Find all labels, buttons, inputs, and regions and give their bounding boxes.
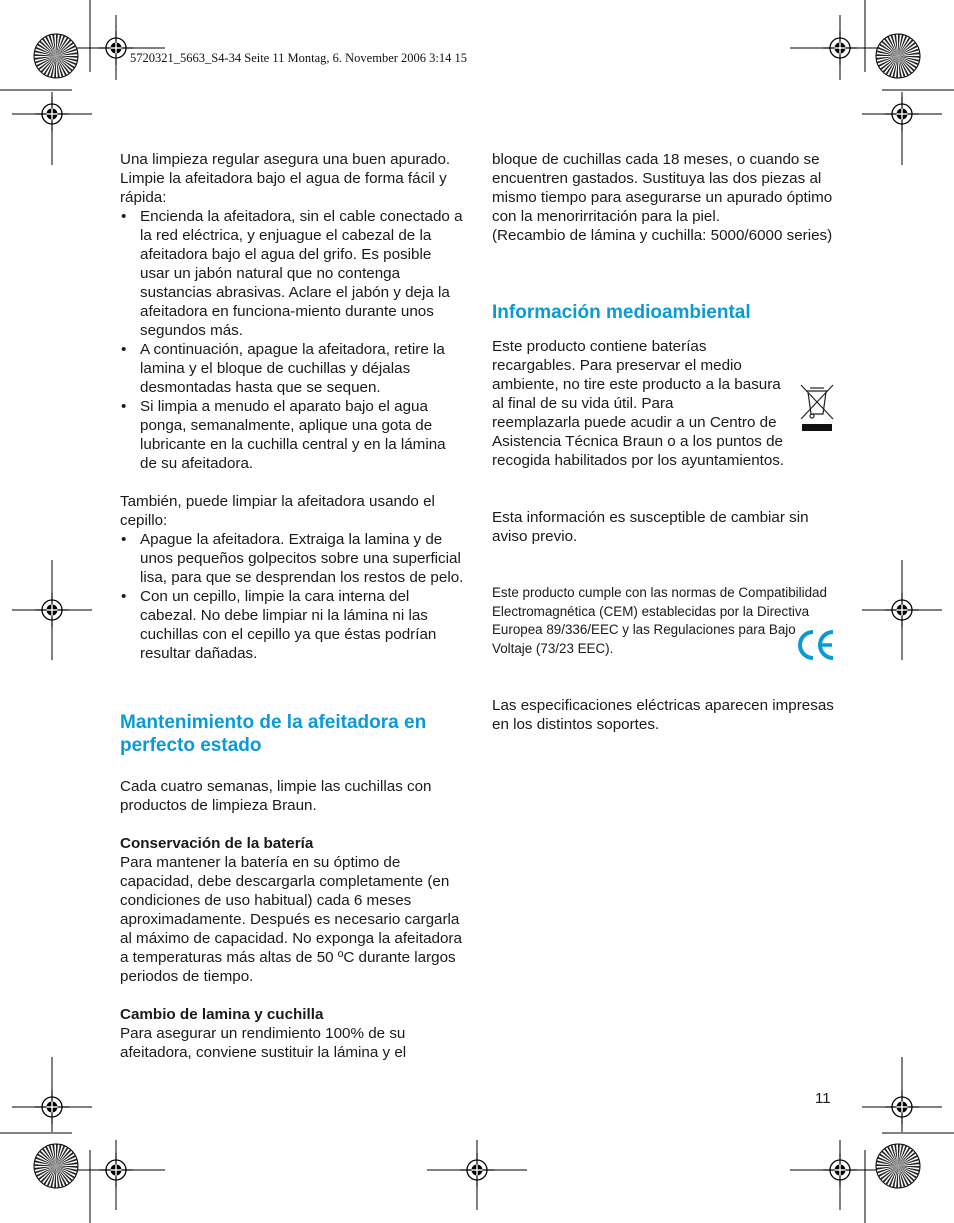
- brush-steps-list: [120, 530, 464, 663]
- electrical-specs-text: Las especificaciones eléctricas aparecen impresas en los distintos soportes.: [492, 697, 834, 733]
- brush-intro: También, puede limpiar la afeitadora usando el cepillo:: [120, 493, 435, 529]
- battery-text: Para mantener la batería en su óptimo de capacidad, debe descargarla completamente (en condiciones de uso habitual) cada 6 meses aproximadamente. Después es necesario cargarla al máximo de capacidad. No exponga la afeitadora a temperaturas más altas de 50 ºC durante largos periodos de tiempo.: [120, 854, 462, 985]
- environment-text: Este producto contiene baterías recargables. Para preservar el medio ambiente, no tire este producto a la basura al final de su vida útil. Para: [492, 338, 781, 412]
- color-target-icon: [876, 1144, 920, 1188]
- change-notice: Esta información es susceptible de cambiar sin aviso previo.: [492, 509, 809, 545]
- cleaning-intro: Una limpieza regular asegura una buen apurado. Limpie la afeitadora bajo el agua de forma fácil y rápida:: [120, 151, 451, 206]
- weee-crossed-bin-icon: [798, 382, 836, 434]
- maintenance-heading: Mantenimiento de la afeitadora en perfecto estado: [120, 712, 427, 756]
- print-slug: 5720321_5663_S4-34 Seite 11 Montag, 6. November 2006 3:14 15: [130, 51, 468, 65]
- list-item: • Apague la afeitadora. Extraiga la lamina y de unos pequeños golpecitos sobre una superficial lisa, para que se desprendan los restos de pelo.: [120, 530, 464, 587]
- replacement-text: Para asegurar un rendimiento 100% de su afeitadora, conviene sustituir la lámina y el: [120, 1025, 407, 1061]
- list-item: • Si limpia a menudo el aparato bajo el agua ponga, semanalmente, aplique una gota de lubricante en la cuchilla central y en la lámina de su afeitadora.: [120, 397, 464, 473]
- replacement-parts: (Recambio de lámina y cuchilla: 5000/6000 series): [492, 227, 833, 244]
- replacement-heading: Cambio de lamina y cuchilla: [120, 1006, 324, 1023]
- cleaning-steps-list: [120, 207, 464, 473]
- left-column: [120, 150, 464, 1062]
- color-target-icon: [34, 34, 78, 78]
- right-column: [492, 150, 838, 734]
- battery-heading: Conservación de la batería: [120, 835, 314, 852]
- page-number: 11: [815, 1090, 831, 1107]
- ce-compliance-text: Este producto cumple con las normas de Compatibilidad Electromagnética (CEM) establecidas por la Directiva Europea 89/336/EEC y las Regulaciones para Bajo Voltaje (73/23 EEC).: [492, 585, 827, 656]
- environment-heading: Información medioambiental: [492, 302, 751, 323]
- ce-mark-icon: [796, 628, 836, 662]
- list-item: • A continuación, apague la afeitadora, retire la lamina y el bloque de cuchillas y déjalas desmontadas hasta que se sequen.: [120, 340, 464, 397]
- list-item: • Con un cepillo, limpie la cara interna del cabezal. No debe limpiar ni la lámina ni las cuchillas con el cepillo ya que éstas podrían resultar dañadas.: [120, 587, 464, 663]
- list-item: • Encienda la afeitadora, sin el cable conectado a la red eléctrica, y enjuague el cabezal de la afeitadora bajo el agua del grifo. Es posible usar un jabón natural que no contenga sustancias abrasivas. Aclare el jabón y deja la afeitadora en funciona-miento durante unos segundos más.: [120, 207, 464, 340]
- environment-text-continued: reemplazarla puede acudir a un Centro de Asistencia Técnica Braun o a los puntos de recogida habilitados por los ayuntamientos.: [492, 414, 785, 469]
- color-target-icon: [34, 1144, 78, 1188]
- maintenance-text: Cada cuatro semanas, limpie las cuchillas con productos de limpieza Braun.: [120, 778, 432, 814]
- color-target-icon: [876, 34, 920, 78]
- replacement-continued: bloque de cuchillas cada 18 meses, o cuando se encuentren gastados. Sustituya las dos piezas al mismo tiempo para asegurarse un apurado óptimo con la menorirritación para la piel.: [492, 151, 833, 225]
